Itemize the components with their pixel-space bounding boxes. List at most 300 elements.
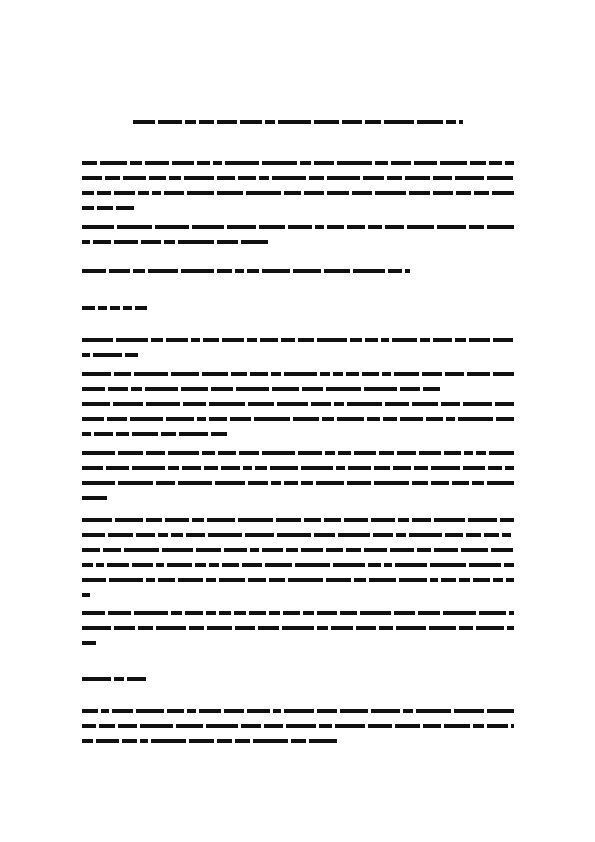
word-block [472,481,484,485]
word-block [97,191,111,195]
word-block [82,432,91,436]
word-block [283,611,300,615]
word-block [265,563,292,567]
word-block [504,563,514,567]
word-block [224,548,247,552]
word-block [487,481,514,485]
word-block [262,451,295,455]
word-block [506,578,514,582]
word-block [473,578,490,582]
text-line [82,450,514,455]
word-block [459,578,470,582]
word-block [243,466,252,470]
word-block [468,518,497,522]
word-block [284,372,317,376]
word-block [340,709,368,713]
word-block [302,387,323,391]
word-block [106,466,129,470]
word-block [493,578,503,582]
word-block [417,548,431,552]
word-block [178,578,203,582]
word-block [100,161,127,165]
word-block [364,548,387,552]
word-block [273,709,281,713]
text-line [82,416,514,421]
word-block [388,269,402,273]
word-block [217,269,232,273]
word-block [347,225,365,229]
word-block [488,466,502,470]
word-block [117,225,152,229]
word-block [350,338,362,342]
word-block [166,417,194,421]
text-line [82,205,134,210]
word-block [431,481,449,485]
word-block [317,338,347,342]
word-block [82,225,114,229]
word-block [464,451,473,455]
word-block [116,206,134,210]
word-block [277,533,311,537]
word-block [171,533,183,537]
word-block [219,611,231,615]
word-block [133,120,155,124]
word-block [82,417,104,421]
word-block [260,338,278,342]
section-heading [82,676,147,681]
word-block [127,677,146,681]
word-block [412,402,438,406]
section-heading [82,305,147,310]
word-block [181,269,214,273]
word-block [82,496,107,500]
word-block [317,709,337,713]
word-block [123,176,146,180]
word-block [114,372,131,376]
word-block [82,176,102,180]
text-line [82,495,108,500]
word-block [108,387,128,391]
word-block [202,451,215,455]
word-block [304,518,321,522]
word-block [82,739,93,743]
word-block [181,387,208,391]
word-block [381,338,389,342]
word-block [141,240,161,244]
word-block [207,518,235,522]
text-line [82,640,96,645]
word-block [384,120,414,124]
word-block [82,161,97,165]
word-block [391,161,411,165]
text-line [82,562,514,567]
word-block [418,611,440,615]
word-block [505,466,514,470]
word-block [176,724,203,728]
word-block [219,578,245,582]
word-block [82,533,105,537]
word-block [458,417,493,421]
word-block [136,533,155,537]
word-block [412,518,431,522]
word-block [82,206,94,210]
word-block [203,338,219,342]
word-block [347,402,382,406]
word-block [270,466,298,470]
word-block [146,518,162,522]
title-line [133,119,463,124]
text-line [82,386,440,391]
word-block [191,338,200,342]
word-block [241,724,261,728]
word-block [412,481,428,485]
word-block [197,417,206,421]
word-block [242,563,262,567]
word-block [164,191,184,195]
word-block [96,739,119,743]
word-block [459,626,473,630]
word-block [156,481,175,485]
word-block [309,176,324,180]
word-block [239,451,259,455]
word-block [375,191,406,195]
text-line [82,239,268,244]
word-block [301,481,313,485]
word-block [324,518,341,522]
word-block [235,739,250,743]
word-block [162,548,193,552]
word-block [248,481,268,485]
word-block [492,191,514,195]
text-line [82,532,514,537]
word-block [136,709,164,713]
word-block [467,372,490,376]
word-block [230,417,251,421]
word-block [443,611,476,615]
word-block [333,563,365,567]
word-block [393,466,411,470]
word-block [326,548,343,552]
word-block [235,269,244,273]
word-block [236,387,269,391]
word-block [385,402,409,406]
word-block [116,432,129,436]
word-block [284,709,314,713]
word-block [416,709,451,713]
word-block [269,611,280,615]
word-block [395,724,420,728]
word-block [431,466,460,470]
word-block [82,306,95,310]
word-block [445,533,463,537]
word-block [405,269,410,273]
word-block [509,611,514,615]
word-block [392,338,417,342]
word-block [206,578,216,582]
word-block [110,306,120,310]
word-block [209,417,227,421]
word-block [368,563,381,567]
word-block [187,191,214,195]
word-block [218,451,236,455]
word-block [109,578,143,582]
word-block [354,578,366,582]
word-block [161,432,176,436]
word-block [356,626,376,630]
word-block [148,269,178,273]
word-block [484,533,499,537]
word-block [511,724,514,728]
word-block [344,518,368,522]
word-block [469,563,501,567]
word-block [189,739,214,743]
word-block [353,269,385,273]
word-block [114,240,138,244]
word-block [417,120,443,124]
word-block [324,269,350,273]
text-line [82,547,514,552]
word-block [132,563,153,567]
word-block [502,533,511,537]
word-block [474,191,489,195]
word-block [333,372,343,376]
word-block [82,269,106,273]
word-block [277,402,308,406]
word-block [98,306,107,310]
word-block [196,548,221,552]
word-block [315,225,324,229]
word-block [189,626,204,630]
word-block [254,417,290,421]
word-block [262,548,283,552]
word-block [473,724,484,728]
word-block [327,225,344,229]
word-block [225,161,259,165]
word-block [132,466,165,470]
word-block [145,387,178,391]
word-block [82,563,93,567]
word-block [146,451,165,455]
word-block [454,709,484,713]
word-block [183,402,206,406]
word-block [99,724,115,728]
word-block [217,191,243,195]
word-block [320,372,330,376]
word-block [82,372,111,376]
word-block [247,269,259,273]
word-block [441,578,456,582]
word-block [108,611,131,615]
word-block [217,120,237,124]
word-block [249,611,266,615]
word-block [82,353,90,357]
word-block [363,176,384,180]
word-block [217,739,232,743]
word-block [155,225,189,229]
word-block [282,626,314,630]
word-block [396,626,426,630]
word-block [331,626,353,630]
word-block [262,269,290,273]
word-block [211,387,233,391]
word-block [115,518,143,522]
word-block [384,563,392,567]
word-block [151,739,186,743]
word-block [476,626,504,630]
word-block [459,120,463,124]
word-block [184,176,214,180]
word-block [262,161,297,165]
word-block [97,206,113,210]
word-block [293,269,321,273]
word-block [396,533,406,537]
word-block [304,191,324,195]
text-line [82,175,514,180]
word-block [288,225,312,229]
word-block [446,120,456,124]
word-block [446,417,455,421]
word-block [240,120,262,124]
word-block [165,518,189,522]
word-block [209,402,245,406]
word-block [197,161,210,165]
text-line [82,401,514,406]
word-block [291,739,306,743]
word-block [107,417,127,421]
word-block [171,611,182,615]
word-block [419,451,441,455]
word-block [489,451,514,455]
word-block [255,466,267,470]
word-block [178,240,214,244]
word-block [414,466,428,470]
word-block [124,548,159,552]
word-block [204,466,218,470]
word-block [195,563,206,567]
word-block [434,548,458,552]
word-block [112,709,133,713]
word-block [93,353,122,357]
word-block [445,372,464,376]
word-block [335,724,365,728]
word-block [469,225,484,229]
word-block [430,578,438,582]
word-block [371,709,400,713]
text-line [82,517,514,522]
word-block [455,176,484,180]
word-block [352,191,372,195]
word-block [420,338,430,342]
word-block [346,548,361,552]
word-block [373,533,393,537]
word-block [145,161,169,165]
word-block [336,466,345,470]
word-block [383,417,397,421]
word-block [172,161,194,165]
text-line [82,738,342,743]
word-block [507,626,514,630]
word-block [342,120,362,124]
word-block [271,372,281,376]
word-block [346,372,359,376]
word-block [334,402,344,406]
word-block [169,176,181,180]
word-block [82,611,105,615]
word-block [407,225,434,229]
word-block [286,548,298,552]
text-line [82,480,514,485]
word-block [158,533,168,537]
word-block [101,709,109,713]
word-block [215,481,245,485]
word-block [82,402,110,406]
word-block [316,481,344,485]
word-block [314,161,334,165]
word-block [278,120,311,124]
word-block [371,518,395,522]
word-block [364,387,397,391]
word-block [400,387,420,391]
word-block [82,548,100,552]
word-block [319,724,332,728]
word-block [118,481,153,485]
word-block [140,724,173,728]
word-block [301,548,323,552]
word-block [250,372,268,376]
word-block [423,724,441,728]
word-block [390,548,414,552]
word-block [437,225,466,229]
word-block [433,338,452,342]
word-block [132,432,158,436]
word-block [217,240,238,244]
word-block [135,306,147,310]
word-block [476,451,486,455]
word-block [182,466,201,470]
text-line [82,592,90,597]
word-block [82,626,111,630]
word-block [133,269,145,273]
word-block [338,533,370,537]
word-block [118,724,137,728]
word-block [284,191,301,195]
word-block [487,709,514,713]
word-block [463,402,492,406]
word-block [234,611,246,615]
word-block [259,176,269,180]
word-block [491,548,513,552]
word-block [156,563,164,567]
word-block [397,451,416,455]
word-block [368,225,382,229]
word-block [423,387,440,391]
word-block [166,338,188,342]
word-block [374,481,409,485]
word-block [441,402,460,406]
text-line [82,352,138,357]
word-block [463,466,485,470]
word-block [202,372,228,376]
word-block [337,161,372,165]
word-block [82,451,115,455]
word-block [217,176,235,180]
word-block [105,176,120,180]
word-block [303,611,314,615]
word-block [452,481,469,485]
word-block [156,626,186,630]
word-block [241,240,268,244]
word-block [269,578,285,582]
